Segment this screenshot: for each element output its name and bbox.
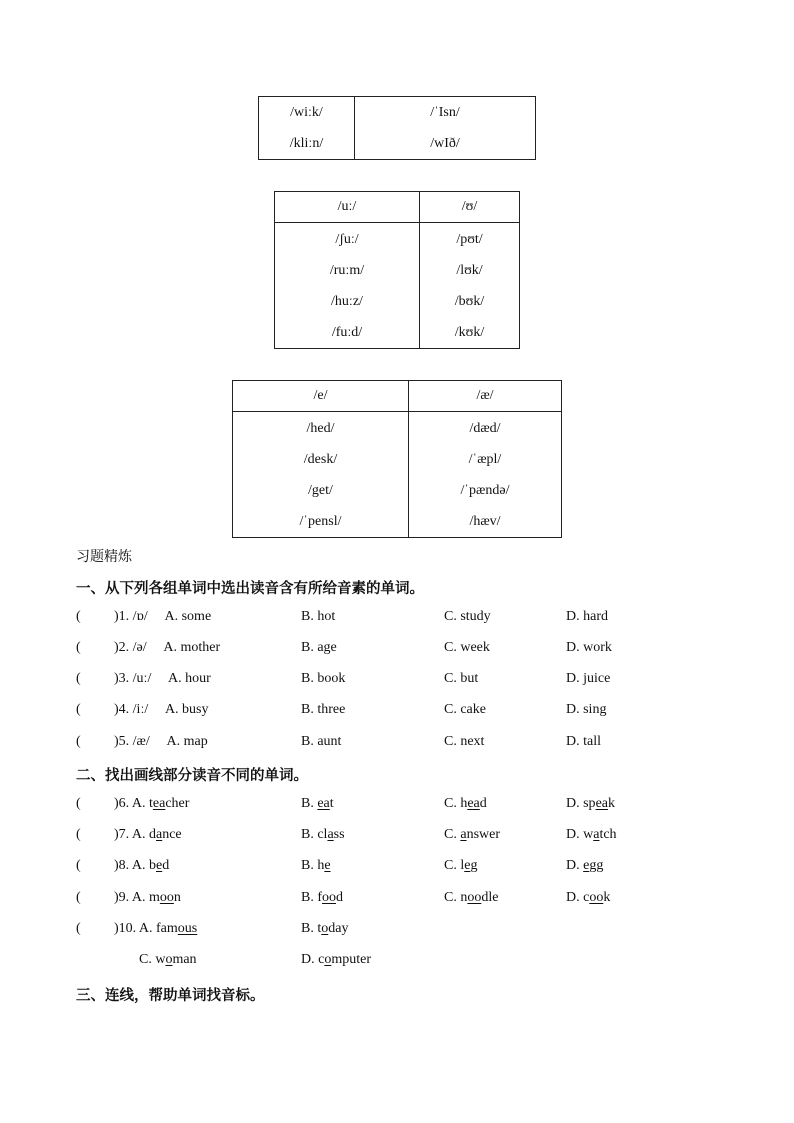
option-c: C. noodle bbox=[444, 890, 499, 905]
section2-title: 二、找出画线部分读音不同的单词。 bbox=[76, 768, 308, 784]
option-b: B. three bbox=[301, 702, 346, 717]
question-row bbox=[76, 671, 716, 691]
option-d: D. egg bbox=[566, 858, 604, 873]
option-c: C. woman bbox=[139, 952, 197, 967]
option-d: D. watch bbox=[566, 827, 617, 842]
phonetic-symbol: /bʊk/ bbox=[454, 293, 485, 309]
question-row bbox=[76, 796, 716, 816]
phonetic-symbol: /kʊk/ bbox=[454, 324, 485, 340]
option-c: C. cake bbox=[444, 702, 486, 717]
phonetic-symbol: /hed/ bbox=[306, 420, 335, 436]
option-b: B. aunt bbox=[301, 734, 342, 749]
table3-header-right: /æ/ bbox=[409, 381, 562, 412]
answer-blank[interactable]: ( bbox=[76, 921, 81, 936]
option-c: C. leg bbox=[444, 858, 478, 873]
option-c: C. study bbox=[444, 609, 491, 624]
phonetic-symbol: /fuːd/ bbox=[331, 324, 363, 340]
phonetic-symbol: /hæv/ bbox=[469, 513, 501, 529]
phonetic-symbol: /ruːm/ bbox=[329, 262, 365, 278]
option-d: D. speak bbox=[566, 796, 615, 811]
option-d: D. tall bbox=[566, 734, 601, 749]
phonetic-symbol: /pʊt/ bbox=[456, 231, 483, 247]
table2-right-cell bbox=[420, 223, 520, 349]
option-d: D. juice bbox=[566, 671, 611, 686]
option-c: C. next bbox=[444, 734, 485, 749]
option-a: )1. /ɒ/ A. some bbox=[114, 609, 212, 624]
option-a: )3. /uː/ A. hour bbox=[114, 671, 211, 686]
option-b: B. age bbox=[301, 640, 337, 655]
option-c: C. head bbox=[444, 796, 487, 811]
table3-header-left: /e/ bbox=[233, 381, 409, 412]
option-a: )2. /ə/ A. mother bbox=[114, 640, 221, 655]
phonetic-table-2 bbox=[274, 191, 520, 349]
phonetic-symbol: /dæd/ bbox=[469, 420, 501, 436]
answer-blank[interactable]: ( bbox=[76, 609, 81, 624]
option-c: C. but bbox=[444, 671, 479, 686]
option-b: B. he bbox=[301, 858, 331, 873]
answer-blank[interactable]: ( bbox=[76, 858, 81, 873]
question-row-continued bbox=[76, 952, 716, 972]
phonetic-symbol: /wiːk/ bbox=[290, 105, 323, 120]
option-d: D. hard bbox=[566, 609, 608, 624]
phonetic-symbol: /wIð/ bbox=[430, 136, 460, 151]
option-d: D. sing bbox=[566, 702, 607, 717]
option-b: B. food bbox=[301, 890, 343, 905]
option-d: D. work bbox=[566, 640, 612, 655]
phonetic-symbol: /desk/ bbox=[303, 451, 338, 467]
table3-right-cell bbox=[409, 412, 562, 538]
section3-title: 三、连线，帮助单词找音标。 bbox=[76, 988, 265, 1004]
practice-label: 习题精炼 bbox=[76, 549, 132, 565]
question-row bbox=[76, 640, 716, 660]
option-a: )5. /æ/ A. map bbox=[114, 734, 208, 749]
option-a: )7. A. dance bbox=[114, 827, 182, 842]
phonetic-table-3 bbox=[232, 380, 562, 538]
table3-left-cell bbox=[233, 412, 409, 538]
question-row bbox=[76, 890, 716, 910]
option-b: B. book bbox=[301, 671, 346, 686]
option-a: )6. A. teacher bbox=[114, 796, 190, 811]
table1-left-cell bbox=[259, 97, 355, 160]
question-row bbox=[76, 609, 716, 629]
option-b: B. eat bbox=[301, 796, 334, 811]
question-row bbox=[76, 827, 716, 847]
option-d: D. computer bbox=[301, 952, 371, 967]
option-b: B. class bbox=[301, 827, 345, 842]
phonetic-symbol: /ˈpensl/ bbox=[299, 513, 342, 529]
phonetic-symbol: /lʊk/ bbox=[456, 262, 483, 278]
answer-blank[interactable]: ( bbox=[76, 890, 81, 905]
question-row bbox=[76, 858, 716, 878]
question-row bbox=[76, 921, 716, 941]
phonetic-symbol: /kliːn/ bbox=[289, 136, 324, 151]
phonetic-symbol: /ʃuː/ bbox=[335, 231, 359, 247]
option-b: B. today bbox=[301, 921, 349, 936]
phonetic-symbol: /get/ bbox=[308, 482, 333, 498]
question-row bbox=[76, 734, 716, 754]
phonetic-symbol: /huːz/ bbox=[331, 293, 363, 309]
option-a: )8. A. bed bbox=[114, 858, 170, 873]
answer-blank[interactable]: ( bbox=[76, 827, 81, 842]
answer-blank[interactable]: ( bbox=[76, 671, 81, 686]
section1-title: 一、从下列各组单词中选出读音含有所给音素的单词。 bbox=[76, 581, 424, 597]
option-c: C. week bbox=[444, 640, 490, 655]
question-row bbox=[76, 702, 716, 722]
answer-blank[interactable]: ( bbox=[76, 640, 81, 655]
answer-blank[interactable]: ( bbox=[76, 734, 81, 749]
answer-blank[interactable]: ( bbox=[76, 796, 81, 811]
phonetic-symbol: /ˈpændə/ bbox=[460, 482, 510, 498]
option-b: B. hot bbox=[301, 609, 336, 624]
table2-header-left: /uː/ bbox=[275, 192, 420, 223]
option-a: )9. A. moon bbox=[114, 890, 181, 905]
option-a: )4. /iː/ A. busy bbox=[114, 702, 209, 717]
table2-left-cell bbox=[275, 223, 420, 349]
option-a: )10. A. famous bbox=[114, 921, 198, 936]
phonetic-symbol: /ˈIsn/ bbox=[430, 105, 460, 120]
phonetic-symbol: /ˈæpl/ bbox=[468, 451, 502, 467]
option-c: C. answer bbox=[444, 827, 500, 842]
phonetic-table-1 bbox=[258, 96, 536, 160]
table1-right-cell bbox=[355, 97, 536, 160]
option-d: D. cook bbox=[566, 890, 611, 905]
answer-blank[interactable]: ( bbox=[76, 702, 81, 717]
table2-header-right: /ʊ/ bbox=[420, 192, 520, 223]
